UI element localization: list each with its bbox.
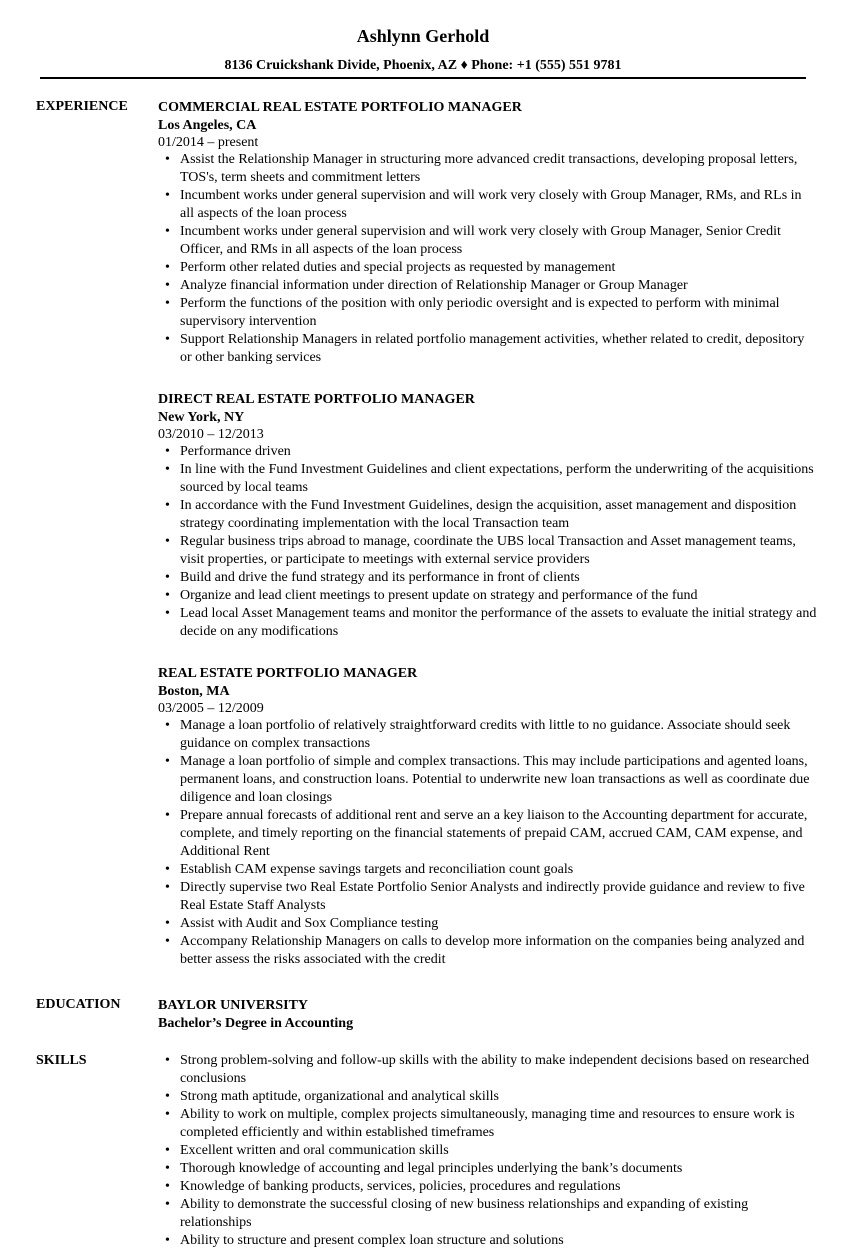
skill-bullet: • Thorough knowledge of accounting and legal principles underlying the bank’s documents [158, 1160, 818, 1178]
header-divider [40, 77, 806, 79]
job-bullet: • Accompany Relationship Managers on calls to develop more information on the companies being analyzed and better assess the risks associated with the credit [158, 933, 818, 969]
job-entry [158, 665, 818, 969]
job-dates: 03/2010 – 12/2013 [158, 427, 264, 442]
job-bullet: • Prepare annual forecasts of additional rent and serve an a key liaison to the Accounting department for accurate, complete, and timely reporting on the financial statements of prepaid CAM, accrued CAM, CAM expense, and Additional Rent [158, 807, 818, 861]
job-bullet-list [158, 443, 818, 641]
job-bullet: • Performance driven [158, 443, 818, 461]
skill-bullet: • Ability to work on multiple, complex projects simultaneously, managing time and resources to ensure work is completed efficiently and within established timeframes [158, 1106, 818, 1142]
school-name: BAYLOR UNIVERSITY [158, 998, 309, 1013]
job-title: DIRECT REAL ESTATE PORTFOLIO MANAGER [158, 392, 475, 407]
job-dates: 03/2005 – 12/2009 [158, 701, 264, 716]
skill-bullet: • Knowledge of banking products, services, policies, procedures and regulations [158, 1178, 818, 1196]
job-bullet: • Perform the functions of the position with only periodic oversight and is expected to perform with minimal supervisory intervention [158, 295, 818, 331]
job-bullet: • In accordance with the Fund Investment Guidelines, design the acquisition, asset management and disposition strategy coordinating implementation with the local Transaction team [158, 497, 818, 533]
job-bullet: • Incumbent works under general supervision and will work very closely with Group Manager, Senior Credit Officer, and RMs in all aspects of the loan process [158, 223, 818, 259]
job-bullet: • Incumbent works under general supervision and will work very closely with Group Manager, RMs, and RLs in all aspects of the loan process [158, 187, 818, 223]
job-bullet: • Manage a loan portfolio of relatively straightforward credits with little to no guidance. Associate should seek guidance on complex transactions [158, 717, 818, 753]
degree: Bachelor’s Degree in Accounting [158, 1016, 354, 1031]
job-title: COMMERCIAL REAL ESTATE PORTFOLIO MANAGER [158, 100, 522, 115]
job-location: Boston, MA [158, 684, 230, 699]
job-bullet-list [158, 717, 818, 969]
job-location: New York, NY [158, 410, 245, 425]
skill-bullet: • Ability to structure and present complex loan structure and solutions [158, 1232, 818, 1250]
job-bullet-list [158, 151, 818, 367]
job-entry [158, 391, 818, 641]
job-bullet: • Build and drive the fund strategy and its performance in front of clients [158, 569, 818, 587]
job-bullet: • Analyze financial information under direction of Relationship Manager or Group Manager [158, 277, 818, 295]
job-bullet: • Organize and lead client meetings to present update on strategy and performance of the fund [158, 587, 818, 605]
job-bullet: • Lead local Asset Management teams and monitor the performance of the assets to evaluate the initial strategy and decide on any modifications [158, 605, 818, 641]
job-bullet: • Support Relationship Managers in related portfolio management activities, whether related to credit, depository or other banking services [158, 331, 818, 367]
job-bullet: • In line with the Fund Investment Guidelines and client expectations, perform the underwriting of the acquisitions sourced by local teams [158, 461, 818, 497]
job-bullet: • Directly supervise two Real Estate Portfolio Senior Analysts and indirectly provide guidance and review to five Real Estate Staff Analysts [158, 879, 818, 915]
job-bullet: • Manage a loan portfolio of simple and complex transactions. This may include participations and agented loans, permanent loans, and construction loans. Potential to underwrite new loan transactions as well as coordinate due diligence and loan closings [158, 753, 818, 807]
skills-heading: SKILLS [36, 1053, 87, 1068]
skills-bullet-list [158, 1052, 818, 1250]
job-bullet: • Establish CAM expense savings targets and reconciliation count goals [158, 861, 818, 879]
job-bullet: • Regular business trips abroad to manage, coordinate the UBS local Transaction and Asset management teams, visit properties, or participate to meetings with external service providers [158, 533, 818, 569]
skill-bullet: • Strong math aptitude, organizational and analytical skills [158, 1088, 818, 1106]
job-dates: 01/2014 – present [158, 135, 259, 150]
education-heading: EDUCATION [36, 997, 121, 1012]
contact-line: 8136 Cruickshank Divide, Phoenix, AZ ♦ Phone: +1 (555) 551 9781 [224, 58, 622, 73]
candidate-name: Ashlynn Gerhold [356, 26, 490, 46]
experience-heading: EXPERIENCE [36, 99, 128, 114]
job-location: Los Angeles, CA [158, 118, 257, 133]
job-bullet: • Assist the Relationship Manager in structuring more advanced credit transactions, developing proposal letters, TOS's, term sheets and commitment letters [158, 151, 818, 187]
job-bullet: • Perform other related duties and special projects as requested by management [158, 259, 818, 277]
skill-bullet: • Ability to demonstrate the successful closing of new business relationships and expanding of existing relationships [158, 1196, 818, 1232]
job-title: REAL ESTATE PORTFOLIO MANAGER [158, 666, 418, 681]
skills-entry [158, 1052, 818, 1250]
job-entry [158, 99, 818, 367]
skill-bullet: • Excellent written and oral communication skills [158, 1142, 818, 1160]
skill-bullet: • Strong problem-solving and follow-up skills with the ability to make independent decisions based on researched conclusions [158, 1052, 818, 1088]
education-entry [158, 997, 818, 1032]
job-bullet: • Assist with Audit and Sox Compliance testing [158, 915, 818, 933]
